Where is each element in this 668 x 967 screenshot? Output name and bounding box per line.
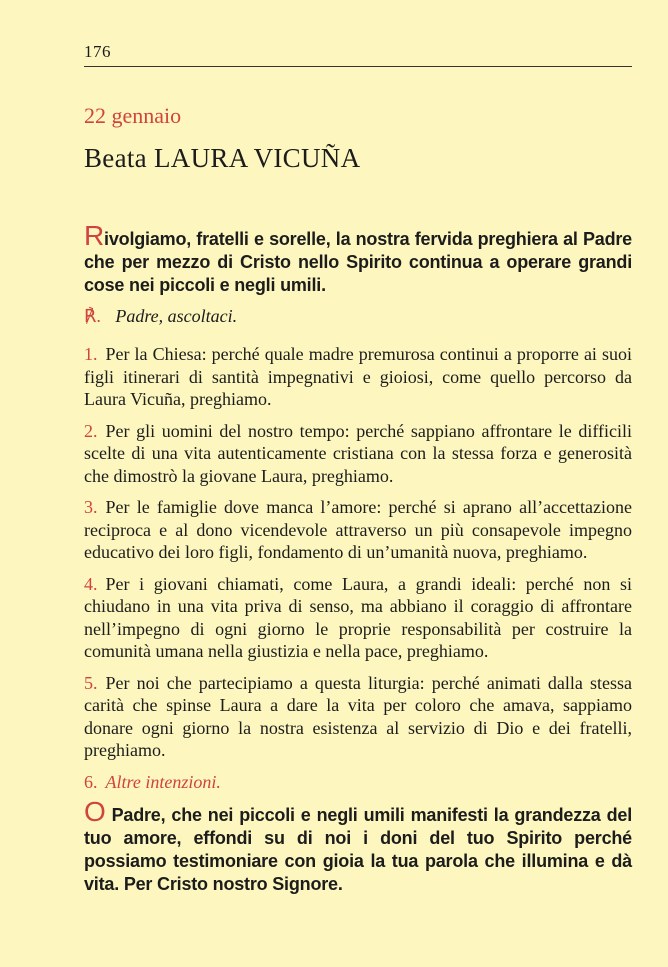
intention-number: 6. [84,771,98,792]
closing-dropcap: O [84,796,106,827]
other-intentions-text: Altre intenzioni. [105,771,221,792]
intention-number: 1. [84,344,98,364]
intention-number: 5. [84,672,98,693]
response-text: Padre, ascoltaci. [115,306,238,326]
response-symbol: ℟. [84,306,101,326]
intention-item [84,496,632,564]
page-number: 176 [84,42,111,61]
closing-text: Padre, che nei piccoli e negli umili manifesti la grandezza del tuo amore, effondi su di noi i doni del tuo Spirito perché possiamo testimoniare con gioia la tua parola che illumina e dà vita. Per Cristo nostro Signore. [84,805,632,894]
intention-text: Per la Chiesa: perché quale madre premurosa continui a proporre ai suoi figli itinerari di santità impegnativi e gioiosi, come quello percorso da Laura Vicuña, preghiamo. [84,344,632,409]
intention-item [84,672,632,762]
intro-paragraph [84,220,632,297]
intention-number: 4. [84,573,98,594]
closing-prayer [84,796,632,896]
header-rule [84,66,632,67]
intention-number: 2. [84,420,98,441]
intro-dropcap: R [84,220,105,251]
intention-text: Per i giovani chiamati, come Laura, a grandi ideali: perché non si chiudano in una vita priva di senso, ma abbiano il coraggio di affrontare nell’impegno di ogni giorno le proprie responsabilità per costruire la comunità umana nella giustizia e nella pace, preghiamo. [84,573,632,661]
intentions-list [84,343,632,802]
intention-text: Per le famiglie dove manca l’amore: perché si aprano all’accettazione reciproca e al dono vicendevole attraverso un più consapevole impegno educativo dei loro figli, fondamento di un’umanità nuova, preghiamo. [84,497,632,562]
intention-number: 3. [84,497,98,517]
intro-text: ivolgiamo, fratelli e sorelle, la nostra fervida preghiera al Padre che per mezzo di Cristo nello Spirito continua a operare grandi cose nei piccoli e negli umili. [84,229,632,295]
intention-item [84,343,632,411]
page-title: Beata LAURA VICUÑA [84,143,361,173]
other-intentions [84,771,632,794]
intention-item [84,420,632,488]
intention-text: Per noi che partecipiamo a questa liturgia: perché animati dalla stessa carità che spinse Laura a dare la vita per coloro che amava, sappiamo donare ogni giorno la nostra esistenza al servizio di Dio e dei fratelli, preghiamo. [84,672,632,760]
intention-text: Per gli uomini del nostro tempo: perché sappiano affrontare le difficili scelte di una vita autenticamente cristiana con la stessa forza e generosità che dimostrò la giovane Laura, preghiamo. [84,420,632,486]
intention-item [84,573,632,663]
date-heading: 22 gennaio [84,103,182,128]
response-line [84,306,237,327]
